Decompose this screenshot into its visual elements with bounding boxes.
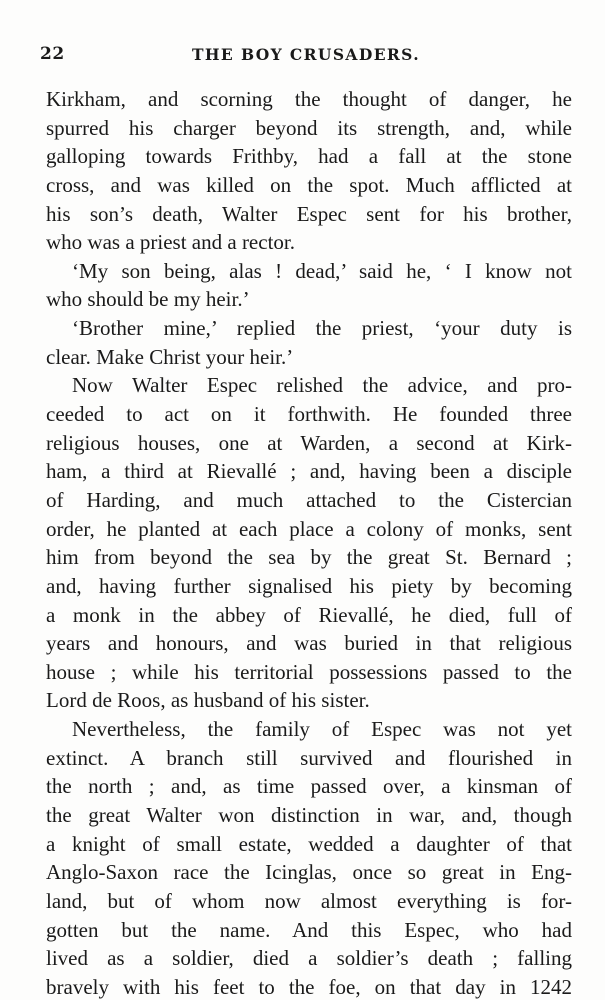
body-text — [46, 85, 572, 1002]
text-line: Lord de Roos, as husband of his sister. — [46, 688, 370, 713]
text-line: extinct. A branch still survived and flourished in — [46, 745, 572, 770]
text-line: who was a priest and a rector. — [46, 230, 295, 255]
text-line: years and honours, and was buried in that religious — [46, 631, 572, 656]
page-number: 22 — [40, 44, 65, 64]
text-line: a knight of small estate, wedded a daughter of that — [46, 831, 572, 856]
text-line: the north ; and, as time passed over, a kinsman of — [46, 774, 572, 799]
text-line: who should be my heir.’ — [46, 287, 250, 312]
text-line: clear. Make Christ your heir.’ — [46, 344, 294, 369]
text-line: galloping towards Frithby, had a fall at the stone — [46, 144, 572, 169]
text-line: spurred his charger beyond its strength, and, while — [46, 115, 572, 140]
text-line: cross, and was killed on the spot. Much afflicted at — [46, 172, 572, 197]
text-line: Now Walter Espec relished the advice, and pro- — [72, 373, 572, 398]
text-line: ‘Brother mine,’ replied the priest, ‘your duty is — [72, 316, 572, 341]
running-head — [40, 44, 572, 70]
text-line: the great Walter won distinction in war, and, though — [46, 803, 572, 828]
text-line: house ; while his territorial possessions passed to the — [46, 659, 572, 684]
text-line: land, but of whom now almost everything is for- — [46, 888, 572, 913]
text-line: a monk in the abbey of Rievallé, he died, full of — [46, 602, 572, 627]
text-line: ‘My son being, alas ! dead,’ said he, ‘ I know not — [72, 258, 572, 283]
text-line: gotten but the name. And this Espec, who had — [46, 917, 572, 942]
text-line: ham, a third at Rievallé ; and, having been a disciple — [46, 459, 572, 484]
text-line: Anglo-Saxon race the Icinglas, once so great in Eng- — [46, 860, 572, 885]
text-line: Nevertheless, the family of Espec was not yet — [72, 717, 572, 742]
text-line: order, he planted at each place a colony of monks, sent — [46, 516, 572, 541]
text-line: religious houses, one at Warden, a second at Kirk- — [46, 430, 572, 455]
text-line: Kirkham, and scorning the thought of danger, he — [46, 87, 572, 111]
text-line: lived as a soldier, died a soldier’s death ; falling — [46, 946, 572, 971]
text-line: of Harding, and much attached to the Cistercian — [46, 487, 572, 512]
text-line: him from beyond the sea by the great St. Bernard ; — [46, 545, 572, 570]
text-line: and, having further signalised his piety by becoming — [46, 573, 572, 598]
text-line: bravely with his feet to the foe, on that day in 1242 — [46, 974, 572, 999]
text-line: ceeded to act on it forthwith. He founded three — [46, 402, 572, 427]
running-title: THE BOY CRUSADERS. — [191, 45, 421, 64]
text-line: his son’s death, Walter Espec sent for his brother, — [46, 201, 572, 226]
